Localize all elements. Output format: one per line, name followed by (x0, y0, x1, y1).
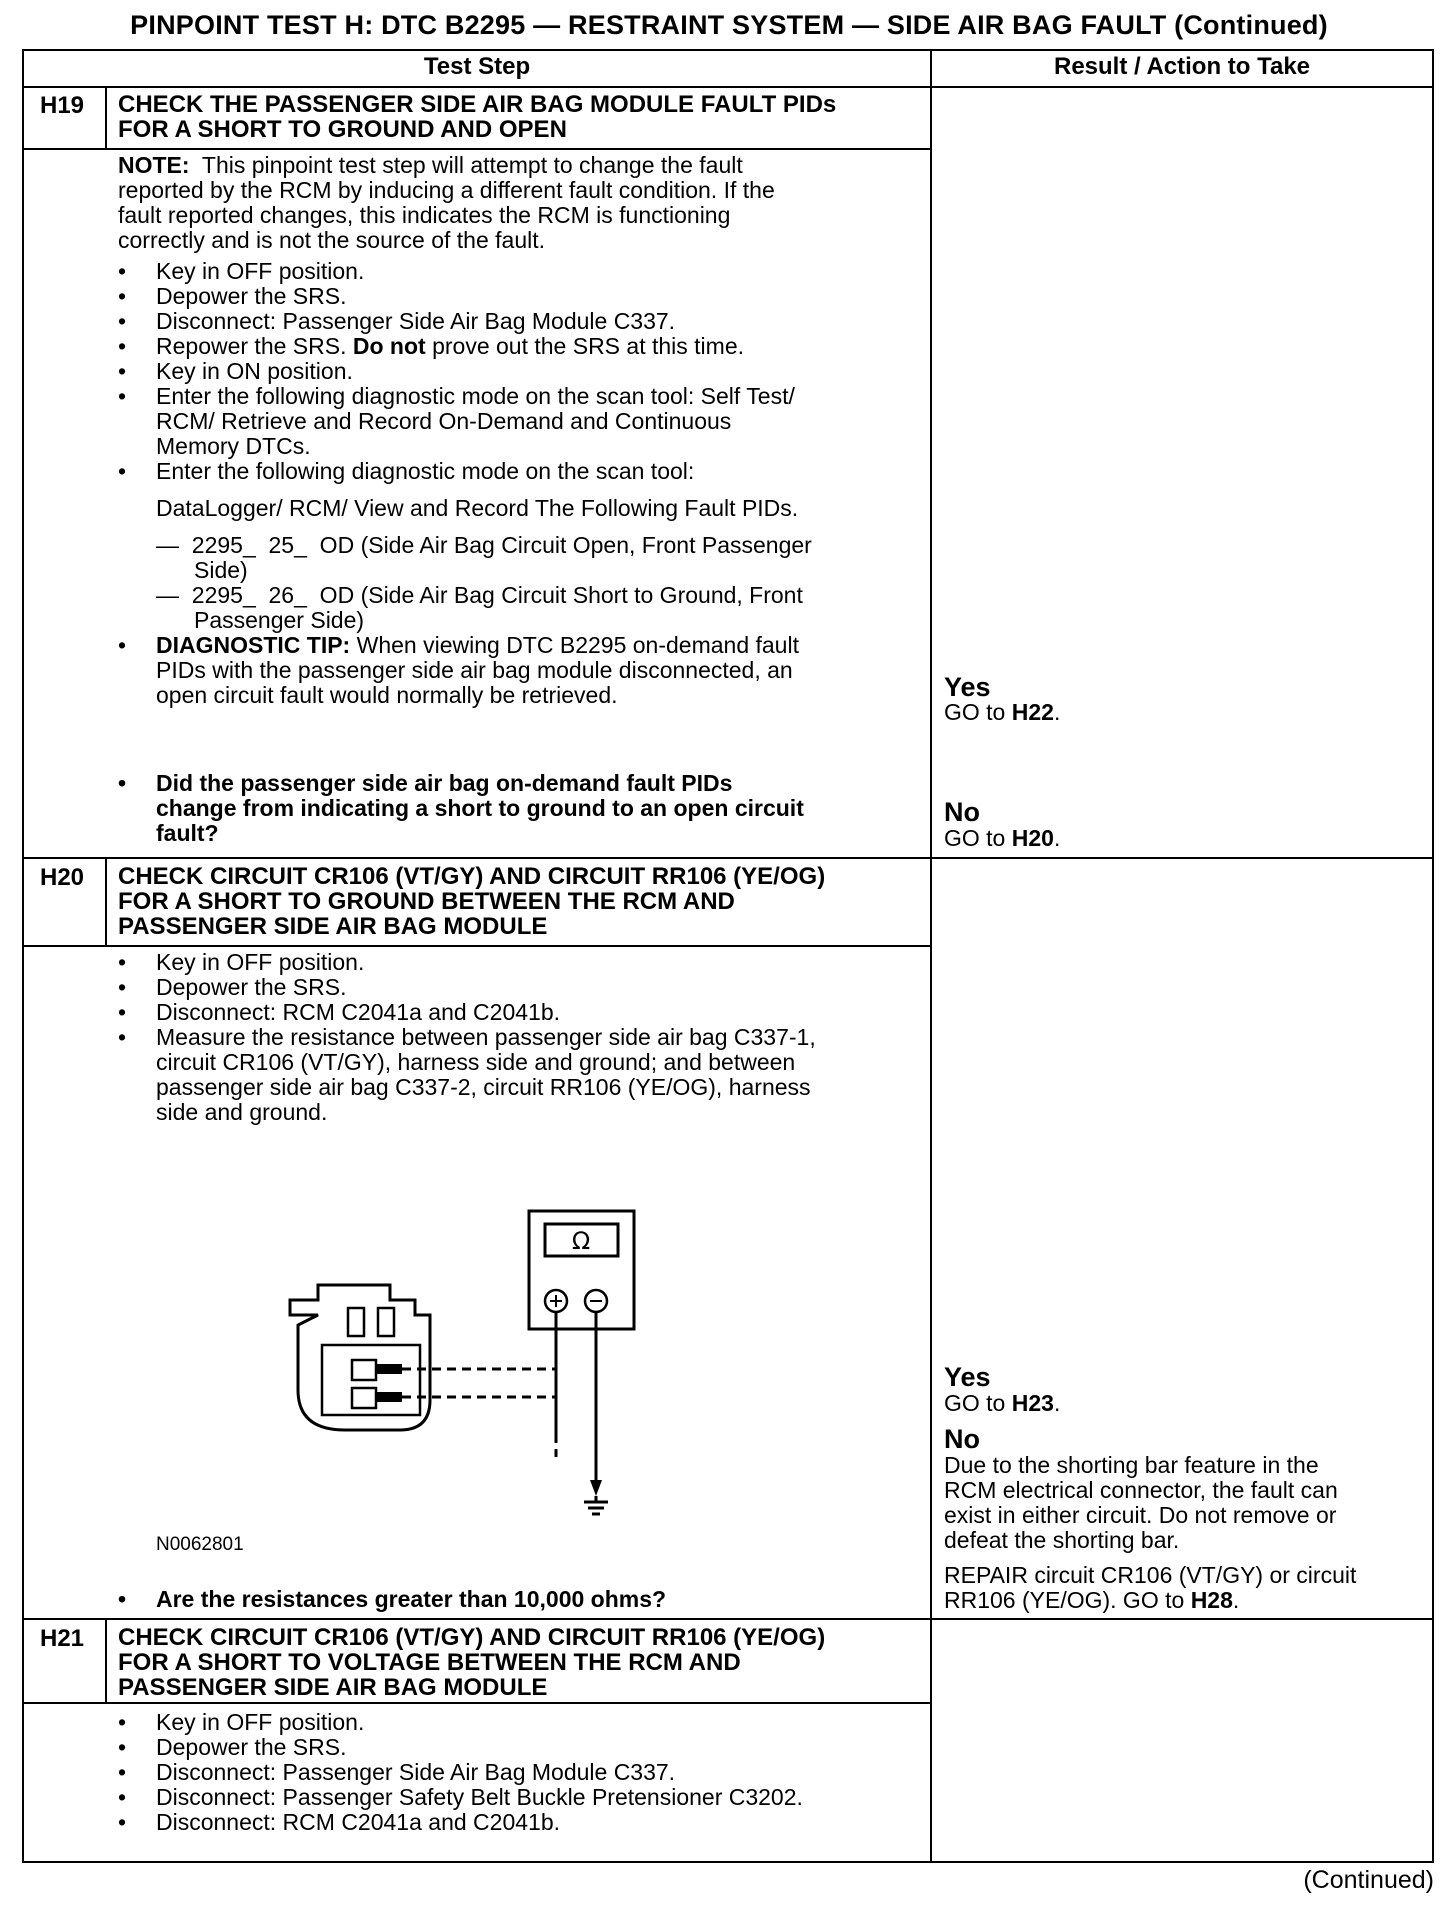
note-line: fault reported changes, this indicates the RCM is functioning (118, 202, 731, 228)
divider (22, 1702, 930, 1704)
bullet-icon: • (118, 1586, 127, 1612)
instruction-line: circuit CR106 (VT/GY), harness side and ground; and between (156, 1049, 796, 1075)
step-title-h21-line3: PASSENGER SIDE AIR BAG MODULE (118, 1674, 548, 1701)
instruction-line: Key in OFF position. (156, 949, 365, 975)
note-label: NOTE: (118, 152, 190, 178)
result-no-text: exist in either circuit. Do not remove or (944, 1502, 1337, 1528)
column-header-test-step: Test Step (423, 53, 531, 80)
step-title-h21-line1: CHECK CIRCUIT CR106 (VT/GY) AND CIRCUIT RR106 (YE/OG) (118, 1624, 826, 1651)
air-bag-connector-icon (290, 1285, 430, 1430)
goto-link-h23: H23 (1011, 1390, 1054, 1416)
bullet-icon: • (118, 1759, 127, 1785)
divider (22, 945, 930, 947)
result-no-text: RCM electrical connector, the fault can (944, 1477, 1338, 1503)
ground-symbol-icon (584, 1480, 608, 1514)
instruction-line: side and ground. (156, 1099, 328, 1125)
step-id-h19: H19 (40, 92, 85, 119)
bullet-icon: • (118, 999, 127, 1025)
instruction-line: Disconnect: Passenger Safety Belt Buckle Pretensioner C3202. (156, 1784, 803, 1810)
step-title-h20-line2: FOR A SHORT TO GROUND BETWEEN THE RCM AND (118, 888, 735, 915)
bullet-icon: • (118, 283, 127, 309)
divider (105, 1618, 107, 1704)
instruction-line: Disconnect: Passenger Side Air Bag Module C337. (156, 1759, 676, 1785)
divider (22, 86, 1434, 88)
bullet-icon: • (118, 1809, 127, 1835)
repair-action: REPAIR circuit CR106 (VT/GY) or circuit (944, 1562, 1357, 1588)
question-line: Are the resistances greater than 10,000 ohms? (156, 1586, 667, 1612)
instruction-line: Disconnect: Passenger Side Air Bag Module C337. (156, 308, 676, 334)
bullet-icon: • (118, 458, 127, 484)
diagnostic-tip-line (156, 633, 799, 658)
instruction-line: Key in OFF position. (156, 1709, 365, 1735)
action-text: GO to (944, 699, 1012, 725)
step-id-h20: H20 (40, 864, 85, 891)
instruction-line: Key in OFF position. (156, 258, 365, 284)
note-line: reported by the RCM by inducing a different fault condition. If the (118, 177, 775, 203)
tip-text: When viewing DTC B2295 on-demand fault (350, 632, 799, 658)
bullet-icon: • (118, 308, 127, 334)
goto-link-h22: H22 (1011, 699, 1054, 725)
bullet-icon: • (118, 358, 127, 384)
step-id-h21: H21 (40, 1625, 85, 1652)
note-line (118, 153, 743, 178)
question-line: change from indicating a short to ground to an open circuit (156, 795, 804, 821)
step-title-h20-line1: CHECK CIRCUIT CR106 (VT/GY) AND CIRCUIT RR106 (YE/OG) (118, 863, 826, 890)
instruction-line: DataLogger/ RCM/ View and Record The Following Fault PIDs. (156, 495, 799, 521)
result-no-label: No (944, 1424, 980, 1454)
result-yes-label: Yes (944, 672, 991, 702)
result-yes-action: GO to H23. (944, 1390, 1061, 1416)
instruction-line: Enter the following diagnostic mode on the scan tool: (156, 458, 695, 484)
result-no-text: defeat the shorting bar. (944, 1527, 1180, 1553)
result-yes-label: Yes (944, 1362, 991, 1392)
goto-link-h20: H20 (1011, 825, 1054, 851)
repair-action: RR106 (YE/OG). GO to H28. (944, 1587, 1240, 1613)
instruction-line: Memory DTCs. (156, 433, 311, 459)
bullet-icon: • (118, 974, 127, 1000)
figure-code: N0062801 (156, 1534, 244, 1555)
result-no-text: Due to the shorting bar feature in the (944, 1452, 1319, 1478)
pid-line: Side) (194, 557, 248, 583)
instruction-text: prove out the SRS at this time. (425, 333, 745, 359)
bullet-icon: • (118, 770, 127, 796)
instruction-line: Depower the SRS. (156, 283, 347, 309)
action-text: GO to (944, 825, 1012, 851)
page-title: PINPOINT TEST H: DTC B2295 — RESTRAINT SYSTEM — SIDE AIR BAG FAULT (Continued) (130, 10, 1328, 40)
note-line: correctly and is not the source of the fault. (118, 227, 546, 253)
bullet-icon: • (118, 1024, 127, 1050)
column-header-result: Result / Action to Take (1053, 53, 1311, 80)
question-line: fault? (156, 820, 219, 846)
bullet-icon: • (118, 949, 127, 975)
divider (22, 857, 1434, 859)
bullet-icon: • (118, 632, 127, 658)
bullet-icon: • (118, 1784, 127, 1810)
pid-line: Passenger Side) (194, 607, 365, 633)
instruction-line: passenger side air bag C337-2, circuit RR106 (YE/OG), harness (156, 1074, 811, 1100)
pid-line: — 2295_ 26_ OD (Side Air Bag Circuit Short to Ground, Front (156, 582, 803, 608)
instruction-line: Disconnect: RCM C2041a and C2041b. (156, 999, 561, 1025)
instruction-text: Repower the SRS. (156, 333, 353, 359)
bullet-icon: • (118, 383, 127, 409)
instruction-emphasis: Do not (352, 333, 426, 359)
instruction-line: Measure the resistance between passenger side air bag C337-1, (156, 1024, 816, 1050)
instruction-line: Enter the following diagnostic mode on the scan tool: Self Test/ (156, 383, 795, 409)
instruction-line: Depower the SRS. (156, 1734, 347, 1760)
divider (930, 49, 932, 1863)
step-title-h19-line2: FOR A SHORT TO GROUND AND OPEN (118, 116, 567, 143)
divider (105, 857, 107, 945)
divider (22, 148, 930, 150)
result-no-label: No (944, 797, 980, 827)
bullet-icon: • (118, 1709, 127, 1735)
bullet-icon: • (118, 258, 127, 284)
bullet-icon: • (118, 333, 127, 359)
action-text: RR106 (YE/OG). GO to (944, 1587, 1191, 1613)
instruction-line: Disconnect: RCM C2041a and C2041b. (156, 1809, 561, 1835)
instruction-line: RCM/ Retrieve and Record On-Demand and Continuous (156, 408, 732, 434)
divider (105, 86, 107, 148)
tip-label: DIAGNOSTIC TIP: (156, 632, 351, 658)
diagnostic-tip-line: PIDs with the passenger side air bag module disconnected, an (156, 657, 793, 683)
result-yes-action: GO to H22. (944, 699, 1061, 725)
continued-footer: (Continued) (1303, 1866, 1434, 1894)
action-text: GO to (944, 1390, 1012, 1416)
instruction-line: Depower the SRS. (156, 974, 347, 1000)
step-title-h21-line2: FOR A SHORT TO VOLTAGE BETWEEN THE RCM AND (118, 1649, 741, 1676)
note-text: This pinpoint test step will attempt to change the fault (189, 152, 743, 178)
result-no-action: GO to H20. (944, 825, 1061, 851)
bullet-icon: • (118, 1734, 127, 1760)
diagnostic-tip-line: open circuit fault would normally be retrieved. (156, 682, 618, 708)
step-title-h19-line1: CHECK THE PASSENGER SIDE AIR BAG MODULE FAULT PIDs (118, 91, 837, 118)
question-line: Did the passenger side air bag on-demand fault PIDs (156, 770, 733, 796)
pid-line: — 2295_ 25_ OD (Side Air Bag Circuit Open, Front Passenger (156, 532, 812, 558)
ohm-symbol: Ω (571, 1227, 591, 1255)
ohmmeter-wiring-diagram (270, 1200, 650, 1540)
instruction-line: Key in ON position. (156, 358, 353, 384)
step-title-h20-line3: PASSENGER SIDE AIR BAG MODULE (118, 913, 548, 940)
ohmmeter-icon (529, 1211, 634, 1329)
instruction-line (156, 334, 744, 359)
goto-link-h28: H28 (1190, 1587, 1233, 1613)
divider (22, 1618, 1434, 1620)
